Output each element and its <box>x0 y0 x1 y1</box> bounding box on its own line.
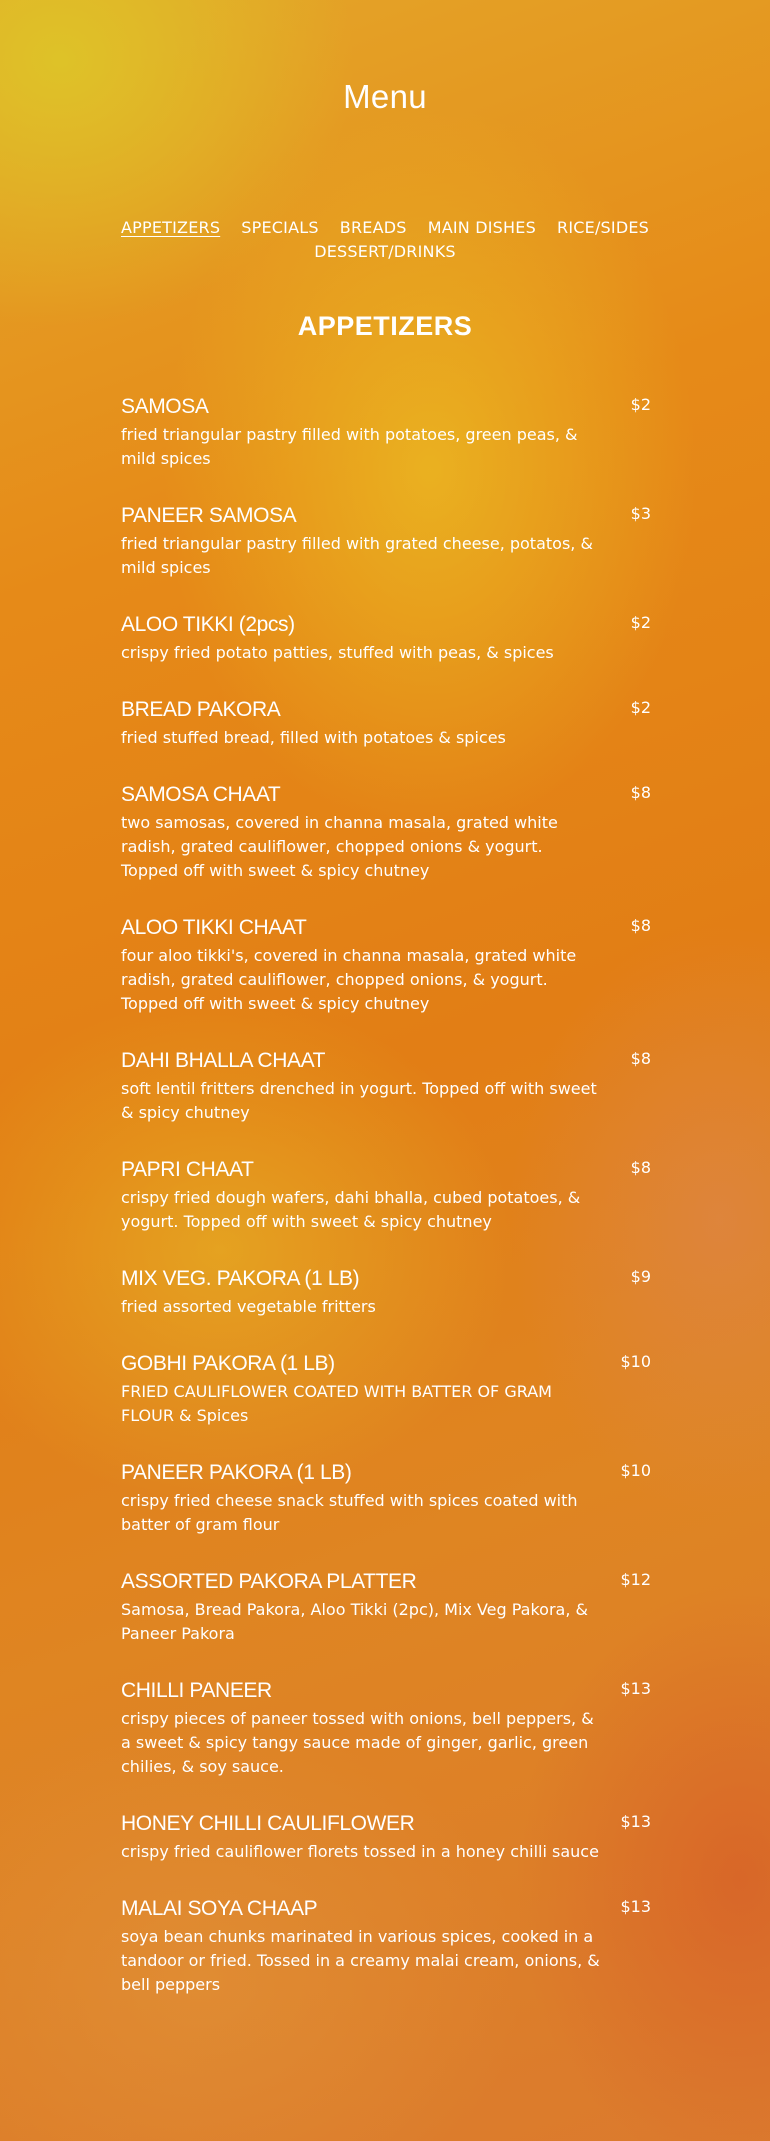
menu-item-name: DAHI BHALLA CHAAT <box>121 1049 326 1072</box>
page-title: Menu <box>343 78 427 115</box>
menu-item <box>121 1350 651 1428</box>
menu-item-description: fried triangular pastry filled with potatoes, green peas, & mild spices <box>121 425 578 468</box>
menu-item-description: crispy pieces of paneer tossed with onions, bell peppers, & a sweet & spicy tangy sauce made of ginger, garlic, green chilies, & soy sauce. <box>121 1709 594 1776</box>
menu-item-description: soft lentil fritters drenched in yogurt. Topped off with sweet & spicy chutney <box>121 1079 597 1122</box>
menu-item-description: fried assorted vegetable fritters <box>121 1297 376 1316</box>
menu-item <box>121 1677 651 1779</box>
tab-breads[interactable]: BREADS <box>339 218 407 237</box>
menu-item-name: CHILLI PANEER <box>121 1679 272 1702</box>
menu-item-description: four aloo tikki's, covered in channa masala, grated white radish, grated cauliflower, chopped onions, & yogurt. Topped off with sweet & spicy chutney <box>121 946 577 1013</box>
menu-item-name: PANEER SAMOSA <box>121 504 297 527</box>
menu-item-price: $8 <box>630 916 651 935</box>
menu-item-price: $2 <box>630 613 651 632</box>
tab-dessert-drinks[interactable]: DESSERT/DRINKS <box>314 242 456 261</box>
menu-item-description: fried triangular pastry filled with grated cheese, potatos, & mild spices <box>121 534 593 577</box>
menu-item <box>121 393 651 471</box>
menu-item-name: SAMOSA <box>121 395 209 418</box>
menu-item-description: crispy fried cheese snack stuffed with spices coated with batter of gram flour <box>121 1491 578 1534</box>
menu-item <box>121 1265 651 1319</box>
menu-item <box>121 696 651 750</box>
menu-item-price: $10 <box>620 1461 651 1480</box>
menu-item-name: ASSORTED PAKORA PLATTER <box>121 1570 417 1593</box>
tab-rice-sides[interactable]: RICE/SIDES <box>557 218 649 237</box>
menu-item <box>121 611 651 665</box>
menu-item-price: $2 <box>630 395 651 414</box>
menu-item-list <box>121 393 651 2028</box>
menu-item-name: PAPRI CHAAT <box>121 1158 254 1181</box>
menu-item-description: fried stuffed bread, filled with potatoes & spices <box>121 728 506 747</box>
menu-item-price: $13 <box>620 1897 651 1916</box>
menu-item-name: HONEY CHILLI CAULIFLOWER <box>121 1812 415 1835</box>
menu-item-name: BREAD PAKORA <box>121 698 281 721</box>
menu-item-name: MALAI SOYA CHAAP <box>121 1897 318 1920</box>
menu-item-description: crispy fried potato patties, stuffed with peas, & spices <box>121 643 554 662</box>
menu-item-price: $10 <box>620 1352 651 1371</box>
menu-item <box>121 781 651 883</box>
menu-item <box>121 502 651 580</box>
menu-item <box>121 1810 651 1864</box>
menu-item-name: MIX VEG. PAKORA (1 LB) <box>121 1267 360 1290</box>
menu-item-price: $12 <box>620 1570 651 1589</box>
menu-item-price: $3 <box>630 504 651 523</box>
menu-item-description: two samosas, covered in channa masala, grated white radish, grated cauliflower, chopped onions & yogurt. Topped off with sweet & spicy chutney <box>121 813 558 880</box>
menu-item-name: PANEER PAKORA (1 LB) <box>121 1461 352 1484</box>
menu-item-description: Samosa, Bread Pakora, Aloo Tikki (2pc), Mix Veg Pakora, & Paneer Pakora <box>121 1600 588 1643</box>
menu-item <box>121 1459 651 1537</box>
menu-category-nav <box>90 216 680 264</box>
menu-item-price: $13 <box>620 1812 651 1831</box>
menu-item-description: FRIED CAULIFLOWER COATED WITH BATTER OF GRAM FLOUR & Spices <box>121 1382 552 1425</box>
menu-item-name: ALOO TIKKI (2pcs) <box>121 613 295 636</box>
menu-item-description: crispy fried dough wafers, dahi bhalla, cubed potatoes, & yogurt. Topped off with sweet & spicy chutney <box>121 1188 581 1231</box>
menu-item <box>121 914 651 1016</box>
menu-item-name: SAMOSA CHAAT <box>121 783 281 806</box>
menu-item-price: $9 <box>630 1267 651 1286</box>
menu-item-price: $8 <box>630 1049 651 1068</box>
menu-item <box>121 1568 651 1646</box>
menu-item-description: soya bean chunks marinated in various spices, cooked in a tandoor or fried. Tossed in a creamy malai cream, onions, & bell peppers <box>121 1927 600 1994</box>
menu-item <box>121 1895 651 1997</box>
menu-item-price: $2 <box>630 698 651 717</box>
menu-item <box>121 1156 651 1234</box>
tab-appetizers[interactable]: APPETIZERS <box>121 218 221 237</box>
menu-item <box>121 1047 651 1125</box>
tab-main-dishes[interactable]: MAIN DISHES <box>427 218 536 237</box>
menu-item-name: ALOO TIKKI CHAAT <box>121 916 307 939</box>
tab-specials[interactable]: SPECIALS <box>241 218 319 237</box>
menu-item-description: crispy fried cauliflower florets tossed in a honey chilli sauce <box>121 1842 599 1861</box>
menu-item-price: $13 <box>620 1679 651 1698</box>
section-title: APPETIZERS <box>297 311 473 341</box>
menu-item-price: $8 <box>630 783 651 802</box>
menu-item-price: $8 <box>630 1158 651 1177</box>
menu-item-name: GOBHI PAKORA (1 LB) <box>121 1352 335 1375</box>
